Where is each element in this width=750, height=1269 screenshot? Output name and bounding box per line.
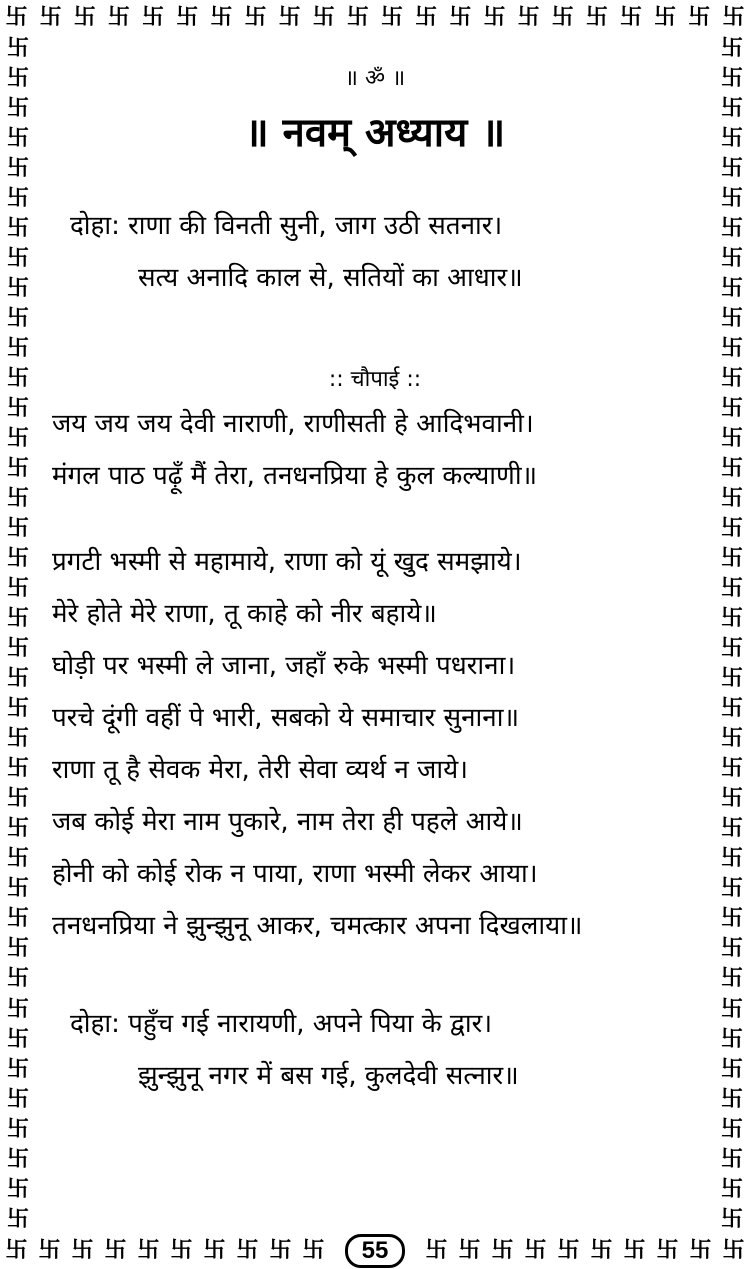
swastika-icon: 卐: [6, 1206, 29, 1232]
swastika-icon: 卐: [6, 1176, 29, 1202]
swastika-icon: 卐: [6, 306, 29, 332]
swastika-icon: 卐: [6, 246, 29, 272]
chaupai-heading: :: चौपाई ::: [328, 367, 422, 392]
swastika-icon: 卐: [483, 5, 506, 30]
swastika-icon: 卐: [137, 1238, 160, 1263]
swastika-icon: 卐: [720, 306, 743, 332]
swastika-icon: 卐: [720, 936, 743, 962]
bottom-border: [0, 1233, 750, 1269]
doha-line: सत्य अनादि काल से, सतियों का आधार॥: [138, 263, 523, 293]
swastika-icon: 卐: [720, 186, 743, 212]
swastika-icon: 卐: [720, 1146, 743, 1172]
swastika-icon: 卐: [458, 1238, 481, 1263]
chaupai-line: मंगल पाठ पढ़ूँ मैं तेरा, तनधनप्रिया हे कुल कल्याणी॥: [52, 461, 538, 491]
swastika-icon: 卐: [6, 816, 29, 842]
swastika-icon: 卐: [491, 1238, 514, 1263]
swastika-icon: 卐: [6, 426, 29, 452]
swastika-icon: 卐: [524, 1238, 547, 1263]
swastika-icon: 卐: [720, 396, 743, 422]
swastika-icon: 卐: [6, 366, 29, 392]
swastika-icon: 卐: [720, 366, 743, 392]
swastika-icon: 卐: [312, 5, 335, 30]
closing-doha: [52, 998, 698, 1102]
doha-line: झुन्झुनू नगर में बस गई, कुलदेवी सत्नार॥: [138, 1061, 519, 1091]
top-border: [0, 0, 750, 36]
swastika-icon: 卐: [6, 996, 29, 1022]
swastika-icon: 卐: [176, 5, 199, 30]
swastika-icon: 卐: [6, 156, 29, 182]
stanza-spacer: [52, 502, 698, 536]
swastika-icon: 卐: [5, 1238, 28, 1263]
swastika-icon: 卐: [585, 5, 608, 30]
swastika-icon: 卐: [720, 1116, 743, 1142]
swastika-icon: 卐: [720, 456, 743, 482]
swastika-icon: 卐: [142, 5, 165, 30]
swastika-icon: 卐: [6, 36, 29, 61]
chaupai-line: मेरे होते मेरे राणा, तू काहे को नीर बहाये॥: [52, 599, 437, 629]
swastika-icon: 卐: [720, 546, 743, 572]
swastika-icon: 卐: [6, 186, 29, 212]
swastika-icon: 卐: [269, 1238, 292, 1263]
swastika-icon: 卐: [6, 546, 29, 572]
swastika-icon: 卐: [722, 1238, 745, 1263]
swastika-icon: 卐: [346, 5, 369, 30]
swastika-icon: 卐: [6, 666, 29, 692]
chaupai-line: जय जय जय देवी नाराणी, राणीसती हे आदिभवानी।: [52, 409, 534, 439]
swastika-icon: 卐: [39, 5, 62, 30]
chaupai-line: परचे दूंगी वहीं पे भारी, सबको ये समाचार सुनाना॥: [52, 703, 520, 733]
swastika-icon: 卐: [720, 816, 743, 842]
swastika-icon: 卐: [6, 486, 29, 512]
page-number: 55: [345, 1234, 406, 1268]
swastika-icon: 卐: [720, 786, 743, 812]
swastika-icon: 卐: [6, 696, 29, 722]
swastika-icon: 卐: [5, 5, 28, 30]
swastika-icon: 卐: [6, 1056, 29, 1082]
swastika-icon: 卐: [6, 96, 29, 122]
doha-line: दोहा: राणा की विनती सुनी, जाग उठी सतनार।: [70, 211, 503, 241]
swastika-icon: 卐: [720, 216, 743, 242]
swastika-icon: 卐: [6, 1116, 29, 1142]
swastika-icon: 卐: [720, 1206, 743, 1232]
swastika-icon: 卐: [415, 5, 438, 30]
swastika-icon: 卐: [720, 246, 743, 272]
swastika-icon: 卐: [6, 1146, 29, 1172]
swastika-icon: 卐: [381, 5, 404, 30]
swastika-icon: 卐: [425, 1238, 448, 1263]
swastika-icon: 卐: [720, 696, 743, 722]
swastika-icon: 卐: [6, 1086, 29, 1112]
swastika-icon: 卐: [6, 276, 29, 302]
swastika-icon: 卐: [551, 5, 574, 30]
swastika-icon: 卐: [6, 906, 29, 932]
page-content: [52, 50, 698, 1219]
opening-doha: [52, 200, 698, 304]
swastika-icon: 卐: [720, 606, 743, 632]
swastika-icon: 卐: [720, 756, 743, 782]
swastika-icon: 卐: [720, 1056, 743, 1082]
bottom-border-right: [420, 1238, 750, 1264]
swastika-icon: 卐: [720, 96, 743, 122]
swastika-icon: 卐: [720, 906, 743, 932]
swastika-icon: 卐: [104, 1238, 127, 1263]
swastika-icon: 卐: [170, 1238, 193, 1263]
swastika-icon: 卐: [302, 1238, 325, 1263]
chaupai-stanza-2: [52, 536, 698, 952]
swastika-icon: 卐: [656, 1238, 679, 1263]
swastika-icon: 卐: [620, 5, 643, 30]
swastika-icon: 卐: [6, 516, 29, 542]
swastika-icon: 卐: [6, 876, 29, 902]
chaupai-line: घोड़ी पर भस्मी ले जाना, जहाँ रुके भस्मी पधराना।: [52, 651, 516, 681]
swastika-icon: 卐: [6, 936, 29, 962]
swastika-icon: 卐: [6, 1026, 29, 1052]
swastika-icon: 卐: [720, 36, 743, 61]
chaupai-line: प्रगटी भस्मी से महामाये, राणा को यूं खुद समझाये।: [52, 547, 522, 577]
swastika-icon: 卐: [107, 5, 130, 30]
swastika-icon: 卐: [236, 1238, 259, 1263]
om-line: ॥ ॐ ॥: [344, 66, 406, 91]
swastika-icon: 卐: [720, 516, 743, 542]
bottom-border-left: [0, 1238, 330, 1264]
swastika-icon: 卐: [590, 1238, 613, 1263]
swastika-icon: 卐: [6, 966, 29, 992]
swastika-icon: 卐: [71, 1238, 94, 1263]
swastika-icon: 卐: [720, 156, 743, 182]
swastika-icon: 卐: [6, 336, 29, 362]
swastika-icon: 卐: [6, 786, 29, 812]
chaupai-line: होनी को कोई रोक न पाया, राणा भस्मी लेकर आया।: [52, 859, 538, 889]
swastika-icon: 卐: [720, 486, 743, 512]
right-border: [714, 36, 750, 1233]
swastika-icon: 卐: [720, 996, 743, 1022]
swastika-icon: 卐: [720, 1026, 743, 1052]
swastika-icon: 卐: [720, 846, 743, 872]
swastika-icon: 卐: [6, 66, 29, 92]
chaupai-line: राणा तू है सेवक मेरा, तेरी सेवा व्यर्थ न जाये।: [52, 755, 469, 785]
swastika-icon: 卐: [720, 1086, 743, 1112]
swastika-icon: 卐: [720, 726, 743, 752]
swastika-icon: 卐: [38, 1238, 61, 1263]
swastika-icon: 卐: [73, 5, 96, 30]
chaupai-stanza-1: [52, 398, 698, 502]
swastika-icon: 卐: [654, 5, 677, 30]
swastika-icon: 卐: [6, 846, 29, 872]
swastika-icon: 卐: [720, 666, 743, 692]
chapter-title: ॥ नवम् अध्याय ॥: [244, 110, 506, 156]
swastika-icon: 卐: [449, 5, 472, 30]
swastika-icon: 卐: [6, 396, 29, 422]
swastika-icon: 卐: [720, 276, 743, 302]
swastika-icon: 卐: [210, 5, 233, 30]
swastika-icon: 卐: [720, 426, 743, 452]
left-border: [0, 36, 36, 1233]
swastika-icon: 卐: [6, 756, 29, 782]
chaupai-line: जब कोई मेरा नाम पुकारे, नाम तेरा ही पहले आये॥: [52, 807, 523, 837]
swastika-icon: 卐: [688, 5, 711, 30]
swastika-icon: 卐: [722, 5, 745, 30]
swastika-icon: 卐: [6, 126, 29, 152]
swastika-icon: 卐: [689, 1238, 712, 1263]
swastika-icon: 卐: [720, 966, 743, 992]
swastika-icon: 卐: [203, 1238, 226, 1263]
swastika-icon: 卐: [6, 606, 29, 632]
swastika-icon: 卐: [6, 726, 29, 752]
swastika-icon: 卐: [720, 336, 743, 362]
swastika-icon: 卐: [720, 126, 743, 152]
swastika-icon: 卐: [720, 576, 743, 602]
swastika-icon: 卐: [720, 66, 743, 92]
swastika-icon: 卐: [517, 5, 540, 30]
swastika-icon: 卐: [720, 876, 743, 902]
swastika-icon: 卐: [244, 5, 267, 30]
swastika-icon: 卐: [6, 456, 29, 482]
swastika-icon: 卐: [6, 216, 29, 242]
doha-line: दोहा: पहुँच गई नारायणी, अपने पिया के द्वार।: [70, 1009, 493, 1039]
swastika-icon: 卐: [720, 1176, 743, 1202]
swastika-icon: 卐: [6, 636, 29, 662]
swastika-icon: 卐: [720, 636, 743, 662]
swastika-icon: 卐: [278, 5, 301, 30]
swastika-icon: 卐: [557, 1238, 580, 1263]
swastika-icon: 卐: [6, 576, 29, 602]
chaupai-line: तनधनप्रिया ने झुन्झुनू आकर, चमत्कार अपना दिखलाया॥: [52, 911, 583, 941]
swastika-icon: 卐: [623, 1238, 646, 1263]
